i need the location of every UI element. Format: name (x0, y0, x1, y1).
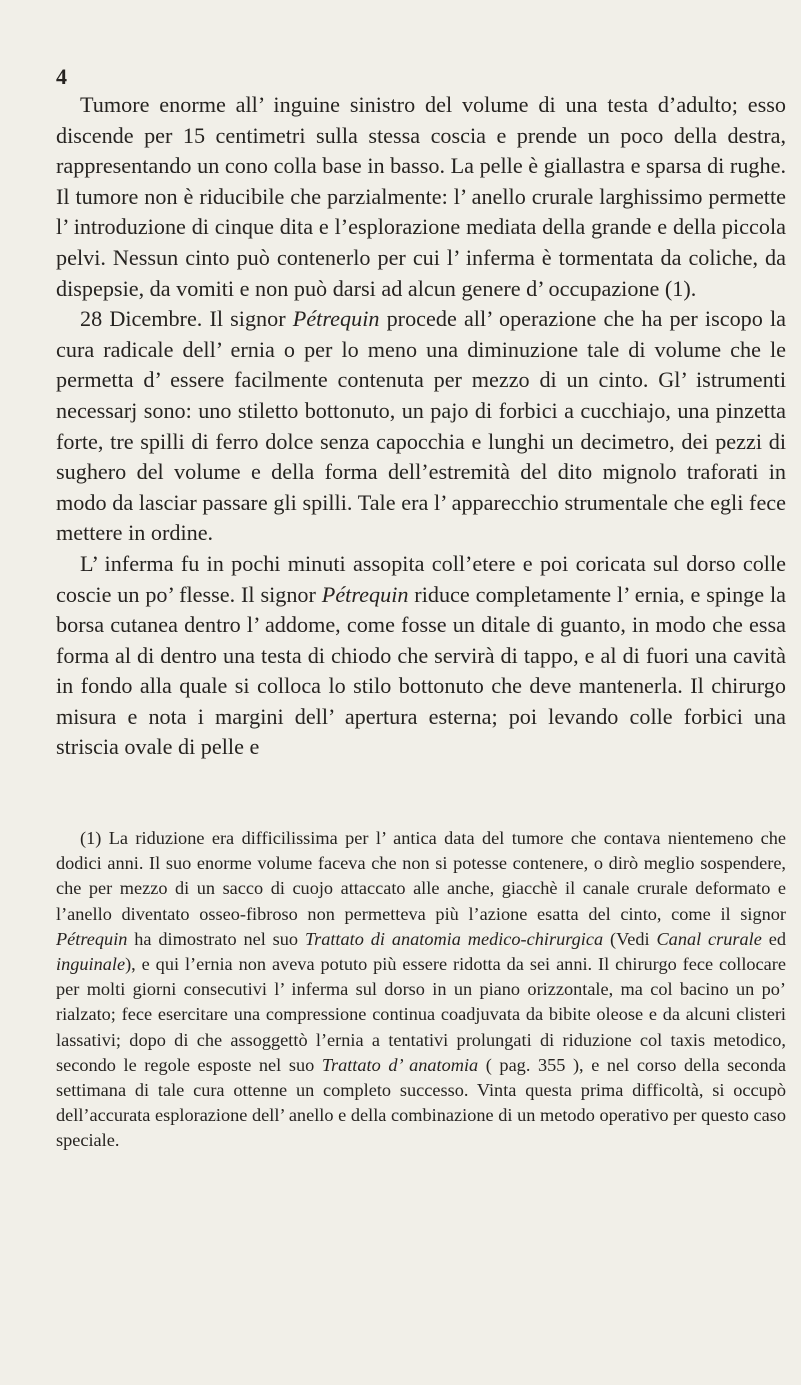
text-run: riduce completamente l’ ernia, e spinge la borsa cutanea dentro l’ addome, come fosse un ditale di guanto, in modo che essa forma al di dentro una testa di chiodo che servirà di tappo, e al di fuori una cavità in fondo alla quale si colloca lo stilo bottonuto che deve mantenerla. Il chirurgo misura e nota i margini dell’ apertura esterna; poi levando colle forbici una striscia ovale di pelle e (56, 581, 786, 760)
text-run: ed (761, 928, 786, 949)
footnote (56, 826, 786, 1154)
text-run: ( pag. 355 ), e nel corso della seconda settimana di tale cura ottenne un completo successo. Vinta questa prima difficoltà, si occupò dell’accurata esplorazione dell’ anello e della combinazione di un metodo operativo per questo caso speciale. (56, 1054, 786, 1151)
book-title: Trattato di anatomia medico-chirurgica (304, 928, 604, 949)
reference-title: Canal crurale (656, 928, 762, 949)
surgeon-name: Pétrequin (292, 306, 380, 332)
text-run: (Vedi (603, 928, 657, 949)
reference-title: inguinale (56, 954, 126, 975)
page-number: 4 (56, 64, 67, 89)
text-run: ha dimostrato nel suo (127, 928, 305, 949)
text-run: (1) La riduzione era difficilissima per l’ antica data del tumore che contava nientemeno che dodici anni. Il suo enorme volume faceva che non si potesse contenere, o dirò meglio sospendere, che per mezzo di un sacco di cuojo attaccato alle anche, giacchè il canale crurale deformato e l’anello diventato osseo-fibroso non permetteva più l’azione esatta del cinto, come il signor (56, 828, 786, 924)
text-run: ), e qui l’ernia non aveva potuto più essere ridotta da sei anni. Il chirurgo fece collocare per molti giorni consecutivi l’ inferma sul dorso in un piano orizzontale, ma col bacino un po’ rialzato; fece esercitare una compressione continua coadjuvata da bibite oleose e da alcuni clisteri lassativi; dopo di che assoggettò l’ernia a tentativi prolungati di riduzione col taxis metodico, secondo le regole esposte nel suo (56, 954, 786, 1075)
text-run: procede all’ operazione che ha per iscopo la cura radicale dell’ ernia o per lo meno una diminuzione tale di volume che le permetta d’ essere facilmente contenuta per mezzo di un cinto. Gl’ istrumenti necessarj sono: uno stiletto bottonuto, un pajo di forbici a cucchiajo, una pinzetta forte, tre spilli di ferro dolce senza capocchia e lunghi un decimetro, dei pezzi di sughero del volume e della forma dell’estremità del dito mignolo traforati in modo da lasciar passare gli spilli. Tale era l’ apparecchio strumentale che egli fece mettere in ordine. (56, 306, 786, 546)
text-run: Tumore enorme all’ inguine sinistro del volume di una testa d’adulto; esso discende per 15 centimetri sulla stessa coscia e prende un poco della destra, rappresentando un cono colla base in basso. La pelle è giallastra e sparsa di rughe. Il tumore non è riducibile che parzialmente: l’ anello crurale larghissimo permette l’ introduzione di cinque dita e l’esplorazione mediata della grande e della piccola pelvi. Nessun cinto può contenerlo per cui l’ inferma è tormentata da coliche, da dispepsie, da vomiti e non può darsi ad alcun genere d’ occupazione (1). (56, 92, 786, 301)
book-title: Trattato d’ anatomia (321, 1054, 479, 1075)
paragraph-tumor-description (56, 90, 786, 304)
footnote-paragraph (56, 826, 786, 1154)
paragraph-operation-instruments (56, 304, 786, 549)
paragraph-operation-procedure (56, 549, 786, 763)
surgeon-name: Pétrequin (321, 581, 409, 607)
text-run: 28 Dicembre. Il signor (80, 306, 293, 332)
surgeon-name: Pétrequin (56, 928, 128, 949)
main-text (56, 90, 786, 763)
text-run: L’ inferma fu in pochi minuti assopita coll’etere e poi coricata sul dorso colle coscie un po’ flesse. Il signor (56, 550, 786, 607)
